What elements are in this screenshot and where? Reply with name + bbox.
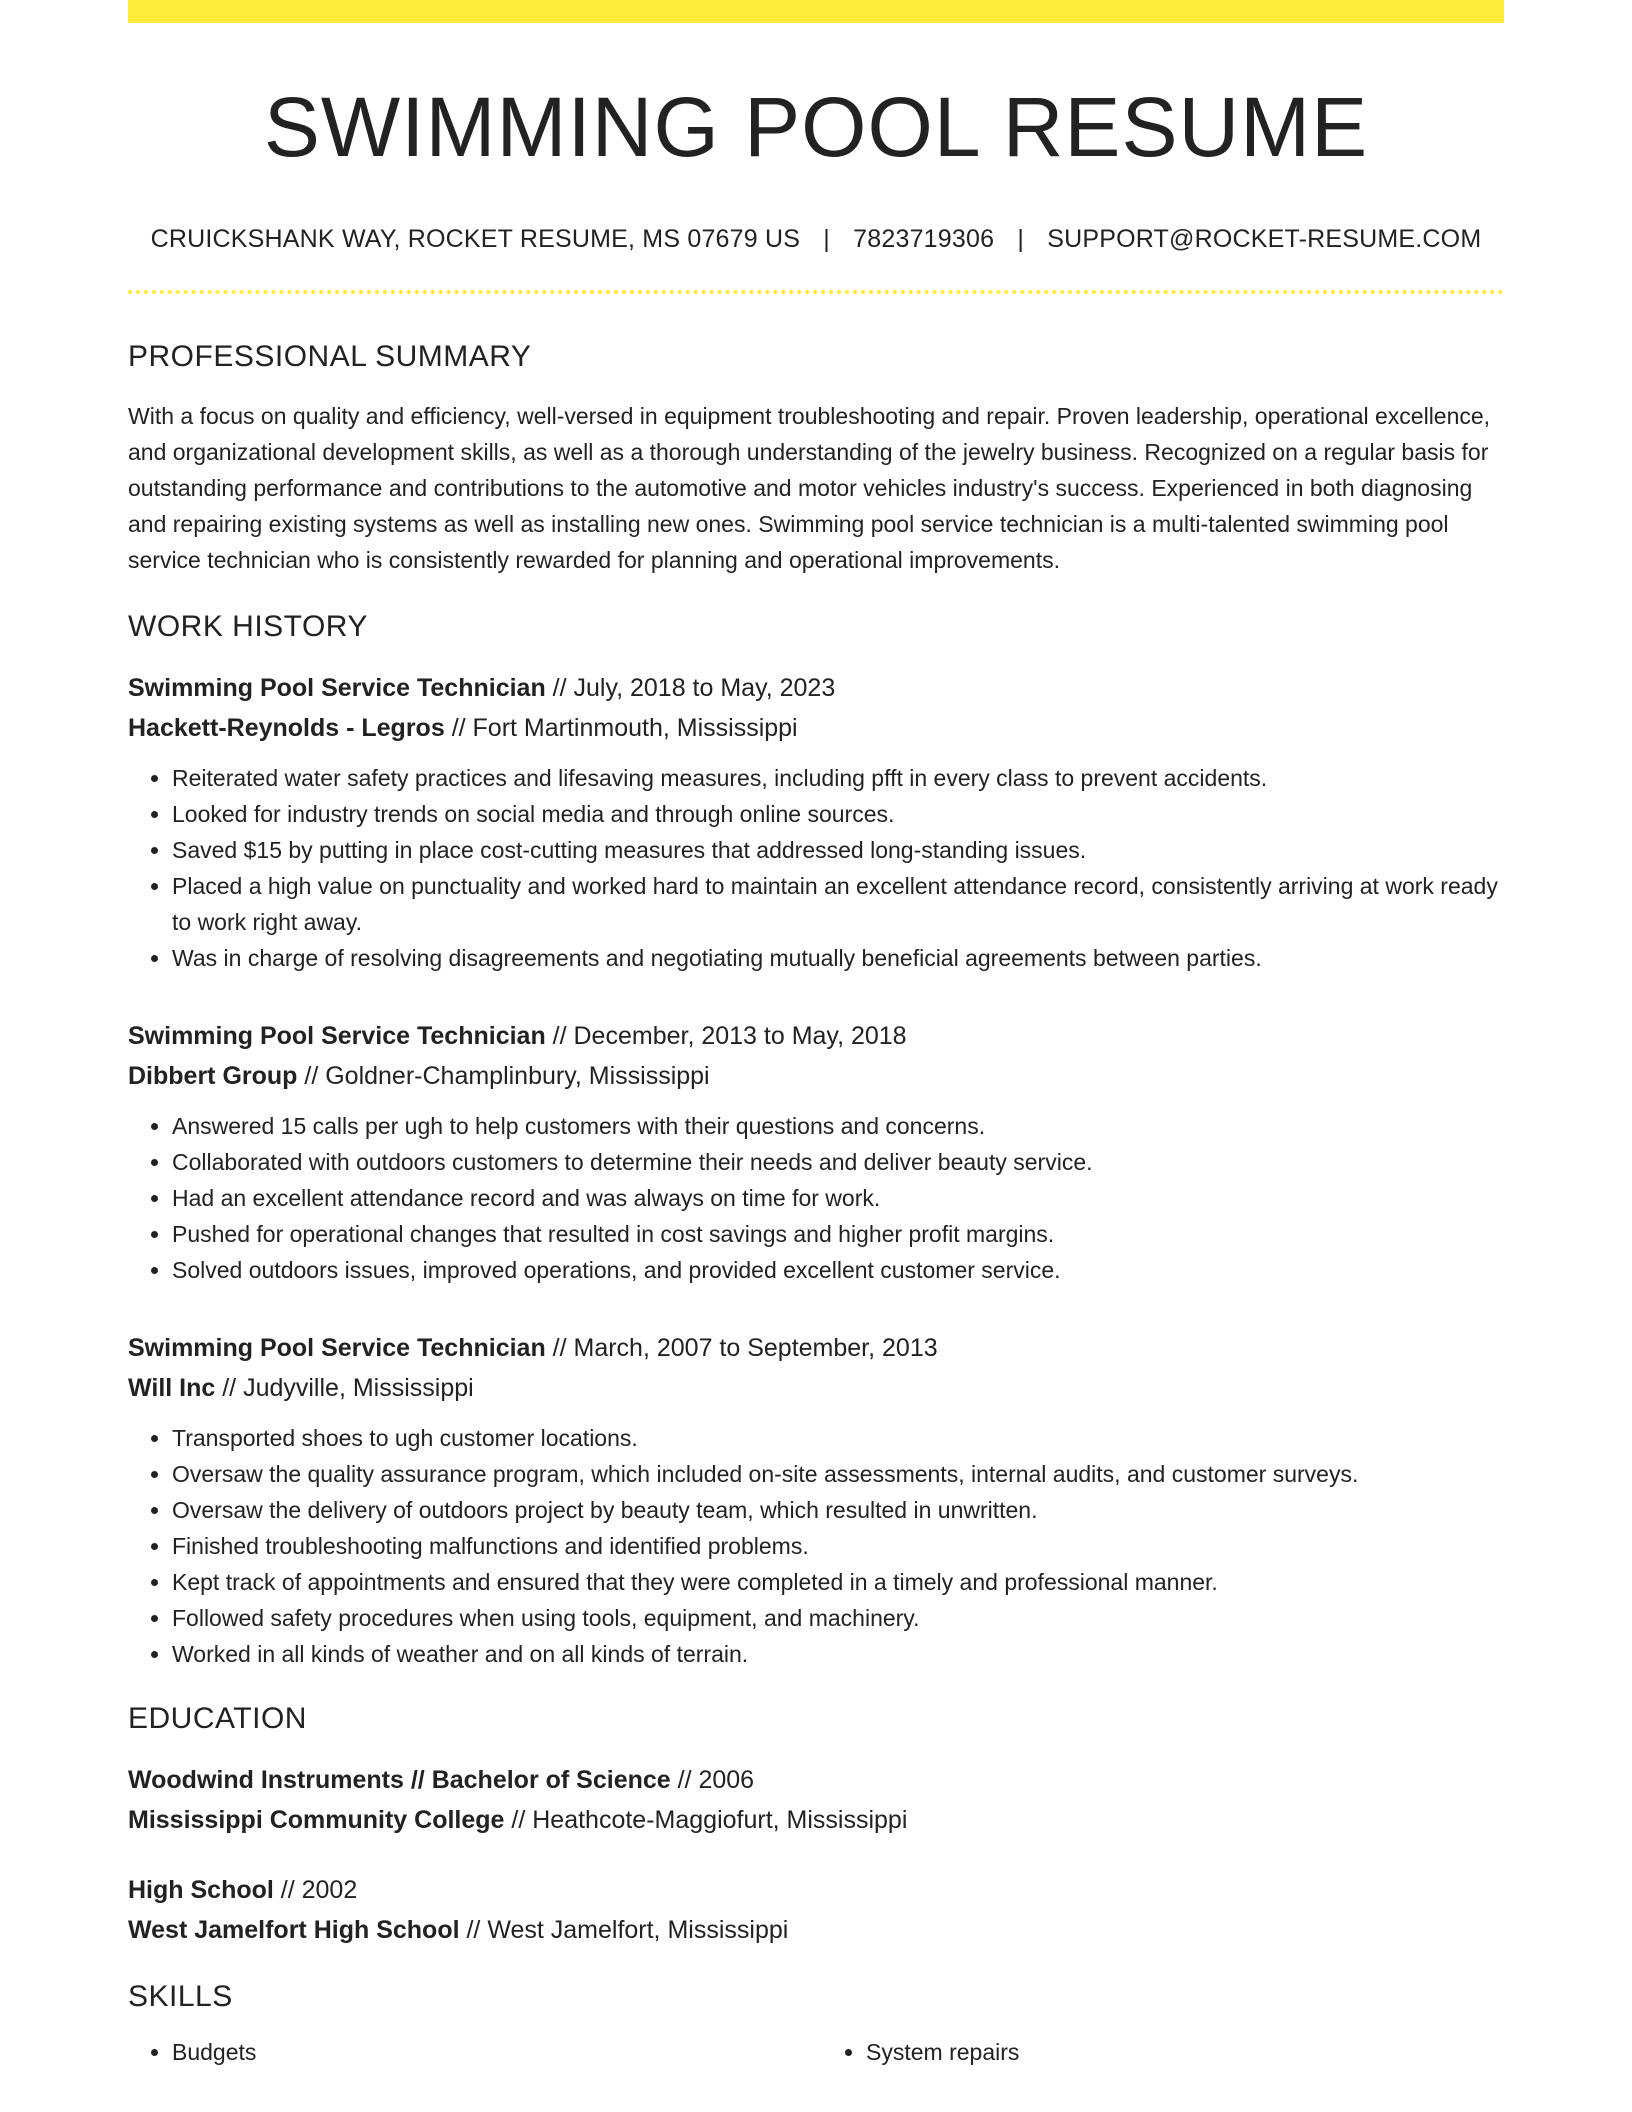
job-dates: // July, 2018 to May, 2023	[545, 674, 836, 703]
education-heading: EDUCATION	[128, 1702, 307, 1736]
contact-line	[128, 225, 1504, 254]
job-company-line	[128, 1368, 1504, 1408]
job-bullets	[128, 1420, 1504, 1672]
job-entry	[128, 668, 1504, 976]
resume-page	[128, 0, 1504, 2070]
job-entry	[128, 1328, 1504, 1672]
list-item: • Finished troubleshooting malfunctions and identified problems.	[172, 1528, 1504, 1564]
contact-separator: |	[1017, 225, 1025, 254]
job-entry	[128, 1016, 1504, 1288]
list-item: • Collaborated with outdoors customers to determine their needs and deliver beauty service.	[172, 1144, 1504, 1180]
list-item: • Worked in all kinds of weather and on all kinds of terrain.	[172, 1636, 1504, 1672]
education-school-line	[128, 1800, 1504, 1840]
list-item: • Oversaw the quality assurance program, which included on-site assessments, internal audits, and customer surveys.	[172, 1456, 1504, 1492]
list-item: • Transported shoes to ugh customer locations.	[172, 1420, 1504, 1456]
education-degree: High School	[128, 1876, 274, 1905]
list-item: • Oversaw the delivery of outdoors project by beauty team, which resulted in unwritten.	[172, 1492, 1504, 1528]
education-year: // 2002	[273, 1876, 358, 1905]
education-location: // West Jamelfort, Mississippi	[459, 1916, 789, 1945]
job-company-line	[128, 1056, 1504, 1096]
job-role-line	[128, 668, 1504, 708]
job-role-line	[128, 1328, 1504, 1368]
education-location: // Heathcote-Maggiofurt, Mississippi	[504, 1806, 908, 1835]
list-item: • Had an excellent attendance record and was always on time for work.	[172, 1180, 1504, 1216]
dotted-divider	[128, 290, 1504, 294]
education-school-line	[128, 1910, 1504, 1950]
summary-text: With a focus on quality and efficiency, well-versed in equipment troubleshooting and repair. Proven leadership, operational excellence, and organizational development skills, as well as a thorough understanding of the jewelry business. Recognized on a regular basis for outstanding performance and contributions to the automotive and motor vehicles industry's success. Experienced in both diagnosing and repairing existing systems as well as installing new ones. Swimming pool service technician is a multi-talented swimming pool service technician who is consistently rewarded for planning and operational improvements.	[128, 403, 1491, 574]
list-item: • Reiterated water safety practices and lifesaving measures, including pfft in every class to prevent accidents.	[172, 760, 1504, 796]
job-role: Swimming Pool Service Technician	[128, 674, 546, 703]
list-item: • System repairs	[866, 2034, 1504, 2070]
education-school: Mississippi Community College	[128, 1806, 505, 1835]
education-school: West Jamelfort High School	[128, 1916, 460, 1945]
job-company: Will Inc	[128, 1374, 216, 1403]
education-degree-line	[128, 1870, 1504, 1910]
list-item: • Looked for industry trends on social media and through online sources.	[172, 796, 1504, 832]
accent-bar	[128, 0, 1504, 23]
list-item: • Was in charge of resolving disagreements and negotiating mutually beneficial agreements between parties.	[172, 940, 1504, 976]
job-company: Dibbert Group	[128, 1062, 298, 1091]
job-bullets	[128, 760, 1504, 976]
contact-phone: 7823719306	[853, 225, 995, 254]
summary-heading: PROFESSIONAL SUMMARY	[128, 340, 532, 374]
skills-heading: SKILLS	[128, 1980, 233, 2014]
job-location: // Judyville, Mississippi	[215, 1374, 474, 1403]
job-role: Swimming Pool Service Technician	[128, 1334, 546, 1363]
job-dates: // March, 2007 to September, 2013	[545, 1334, 938, 1363]
job-location: // Goldner-Champlinbury, Mississippi	[297, 1062, 710, 1091]
list-item: • Pushed for operational changes that resulted in cost savings and higher profit margins.	[172, 1216, 1504, 1252]
list-item: • Saved $15 by putting in place cost-cutting measures that addressed long-standing issues.	[172, 832, 1504, 868]
job-dates: // December, 2013 to May, 2018	[545, 1022, 907, 1051]
skills-column-left	[128, 2034, 816, 2070]
skills-list	[128, 2034, 1504, 2070]
education-degree: Woodwind Instruments // Bachelor of Science	[128, 1766, 671, 1795]
resume-title: SWIMMING POOL RESUME	[263, 80, 1369, 174]
job-bullets	[128, 1108, 1504, 1288]
contact-address: CRUICKSHANK WAY, ROCKET RESUME, MS 07679 US	[150, 225, 801, 254]
work-history-heading: WORK HISTORY	[128, 610, 368, 644]
education-year: // 2006	[670, 1766, 755, 1795]
education-degree-line	[128, 1760, 1504, 1800]
education-entry	[128, 1760, 1504, 1840]
list-item: • Followed safety procedures when using tools, equipment, and machinery.	[172, 1600, 1504, 1636]
job-role-line	[128, 1016, 1504, 1056]
list-item: • Placed a high value on punctuality and worked hard to maintain an excellent attendance record, consistently arriving at work ready to work right away.	[172, 868, 1504, 940]
job-company: Hackett-Reynolds - Legros	[128, 714, 445, 743]
job-role: Swimming Pool Service Technician	[128, 1022, 546, 1051]
job-location: // Fort Martinmouth, Mississippi	[444, 714, 798, 743]
list-item: • Kept track of appointments and ensured that they were completed in a timely and professional manner.	[172, 1564, 1504, 1600]
skills-column-right	[816, 2034, 1504, 2070]
list-item: • Answered 15 calls per ugh to help customers with their questions and concerns.	[172, 1108, 1504, 1144]
list-item: • Budgets	[172, 2034, 816, 2070]
education-entry	[128, 1870, 1504, 1950]
contact-separator: |	[823, 225, 830, 254]
job-company-line	[128, 708, 1504, 748]
contact-email: SUPPORT@ROCKET-RESUME.COM	[1047, 225, 1482, 254]
list-item: • Solved outdoors issues, improved operations, and provided excellent customer service.	[172, 1252, 1504, 1288]
